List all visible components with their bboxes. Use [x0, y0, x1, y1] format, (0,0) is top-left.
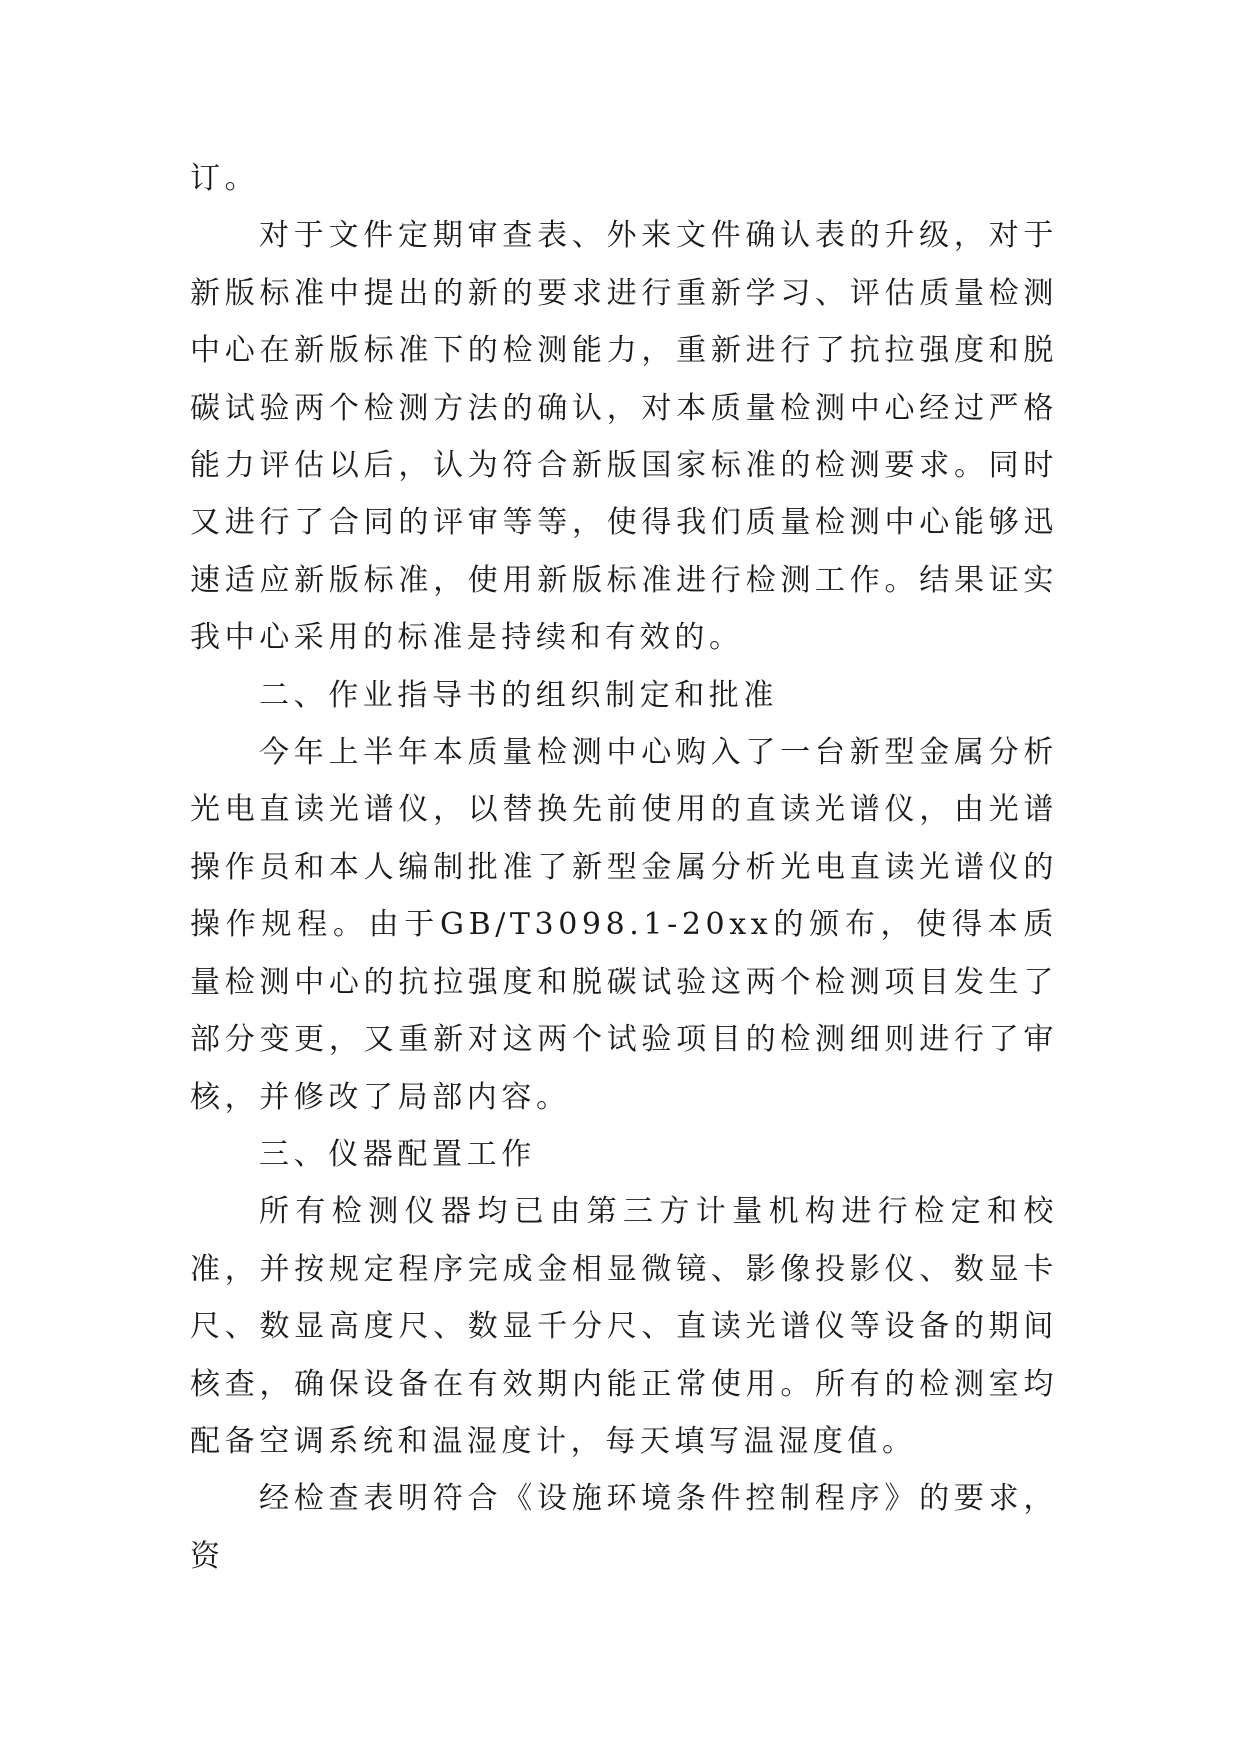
- section-heading-instruments: 三、仪器配置工作: [259, 1136, 536, 1172]
- paragraph-standards-upgrade: 对于文件定期审查表、外来文件确认表的升级，对于新版标准中提出的新的要求进行重新学习、评估质量检测中心在新版标准下的检测能力，重新进行了抗拉强度和脱碳试验两个检测方法的确认，对本质量检测中心经过严格能力评估以后，认为符合新版国家标准的检测要求。同时又进行了合同的评审等等，使得我们质量检测中心能够迅速适应新版标准，使用新版标准进行检测工作。结果证实我中心采用的标准是持续和有效的。: [190, 218, 1058, 656]
- paragraph-instruments: 所有检测仪器均已由第三方计量机构进行检定和校准，并按规定程序完成金相显微镜、影像投影仪、数显卡尺、数显高度尺、数显千分尺、直读光谱仪等设备的期间核查，确保设备在有效期内能正常使用。所有的检测室均配备空调系统和温湿度计，每天填写温湿度值。: [190, 1194, 1058, 1459]
- paragraph-continuation: 订。: [190, 161, 260, 196]
- paragraph-facility-check: 经检查表明符合《设施环境条件控制程序》的要求，资: [190, 1481, 1058, 1574]
- document-body: [190, 150, 1058, 1585]
- section-heading-work-instructions: 二、作业指导书的组织制定和批准: [259, 677, 778, 713]
- paragraph-work-instructions: 今年上半年本质量检测中心购入了一台新型金属分析光电直读光谱仪，以替换先前使用的直读光谱仪，由光谱操作员和本人编制批准了新型金属分析光电直读光谱仪的操作规程。由于GB/T3098.1-20xx的颁布，使得本质量检测中心的抗拉强度和脱碳试验这两个检测项目发生了部分变更，又重新对这两个试验项目的检测细则进行了审核，并修改了局部内容。: [190, 735, 1058, 1115]
